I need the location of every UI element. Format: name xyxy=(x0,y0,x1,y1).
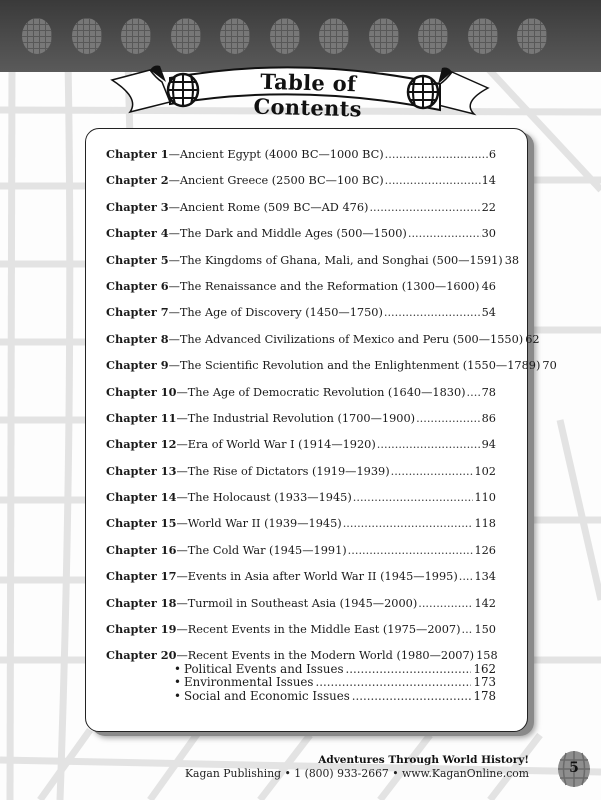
chapter-title: —The Holocaust (1933—1945) xyxy=(176,491,352,505)
dot-leader xyxy=(459,570,474,583)
toc-entry-chapter-2[interactable] xyxy=(106,174,496,200)
dot-leader xyxy=(384,306,481,319)
toc-entry-chapter-14[interactable] xyxy=(106,491,496,517)
chapter-label: Chapter 20 xyxy=(106,648,177,663)
chapter-label: Chapter 3 xyxy=(106,199,169,214)
dot-leader xyxy=(353,491,474,504)
page-number: 5 xyxy=(569,760,579,776)
toc-subentry[interactable] xyxy=(106,663,496,677)
page-number: 134 xyxy=(474,570,496,584)
chapter-label: Chapter 1 xyxy=(106,147,169,161)
page-number: 22 xyxy=(481,200,496,214)
chapter-title: —The Industrial Revolution (1700—1900) xyxy=(176,411,416,425)
page-number: 142 xyxy=(474,596,496,610)
chapter-label: Chapter 15 xyxy=(106,516,177,531)
chapter-title: —Ancient Rome (509 BC—AD 476) xyxy=(168,200,369,214)
dot-leader xyxy=(462,623,474,636)
dot-leader xyxy=(391,465,474,478)
globe-icon xyxy=(72,18,102,54)
chapter-label: Chapter 17 xyxy=(106,569,177,584)
page-title: Table of Contents xyxy=(253,68,363,122)
page-number: 62 xyxy=(525,332,540,346)
globe-icon xyxy=(319,18,349,54)
chapter-label: Chapter 16 xyxy=(106,542,177,557)
dot-leader xyxy=(416,412,481,425)
bullet-icon: • xyxy=(174,675,181,690)
chapter-title: —Ancient Greece (2500 BC—100 BC) xyxy=(168,174,384,188)
dot-leader xyxy=(352,690,472,703)
chapter-title: —Turmoil in Southeast Asia (1945—2000) xyxy=(176,596,418,610)
globe-icon xyxy=(121,18,151,54)
page-number: 110 xyxy=(474,491,496,505)
chapter-title: —The Age of Democratic Revolution (1640—1830) xyxy=(176,385,466,399)
chapter-title: —Ancient Egypt (4000 BC—1000 BC) xyxy=(168,148,384,161)
chapter-title: —The Scientific Revolution and the Enlightenment (1550—1789) xyxy=(168,359,541,373)
subsection-title: Social and Economic Issues xyxy=(184,689,350,703)
globe-icon xyxy=(369,18,399,54)
chapter-label: Chapter 18 xyxy=(106,595,177,610)
page-number: 126 xyxy=(474,543,496,557)
chapter-title: —The Renaissance and the Reformation (1300—1600) xyxy=(168,279,480,293)
page-number: 178 xyxy=(473,689,496,703)
page-number: 78 xyxy=(481,385,496,399)
page-number: 30 xyxy=(481,227,496,241)
page-number: 173 xyxy=(473,675,496,690)
chapter-label: Chapter 7 xyxy=(106,305,169,320)
toc-entry-chapter-4[interactable] xyxy=(106,227,496,253)
page-number: 150 xyxy=(474,623,496,637)
globe-icon xyxy=(220,18,250,54)
dot-leader xyxy=(369,201,480,214)
dot-leader xyxy=(467,386,481,399)
chapter-label: Chapter 12 xyxy=(106,437,177,452)
chapter-label: Chapter 13 xyxy=(106,463,177,478)
globe-icon xyxy=(171,18,201,54)
toc-entry-chapter-17[interactable] xyxy=(106,570,496,596)
page-number: 94 xyxy=(481,438,496,452)
chapter-label: Chapter 19 xyxy=(106,622,177,637)
globe-icon xyxy=(418,18,448,54)
dot-leader xyxy=(348,544,474,557)
chapter-title: —The Age of Discovery (1450—1750) xyxy=(168,306,383,320)
chapter-title: —The Cold War (1945—1991) xyxy=(176,543,347,557)
globe-icon xyxy=(270,18,300,54)
toc-entry-chapter-5[interactable] xyxy=(106,252,520,280)
page-number-badge xyxy=(557,750,591,788)
chapter-title: —Recent Events in the Middle East (1975—2007) xyxy=(176,623,461,637)
dot-leader xyxy=(385,148,488,161)
bullet-icon: • xyxy=(174,689,181,703)
toc-entry-chapter-6[interactable] xyxy=(106,280,496,306)
page-number: 54 xyxy=(481,306,496,320)
subsection-title: Political Events and Issues xyxy=(184,661,344,676)
dot-leader xyxy=(315,676,471,689)
book-title: Adventures Through World History! xyxy=(318,754,529,766)
bullet-icon: • xyxy=(174,661,181,676)
toc-entry-chapter-3[interactable] xyxy=(106,201,496,227)
page-number: 102 xyxy=(474,464,496,478)
toc-entry-chapter-7[interactable] xyxy=(106,306,496,332)
chapter-20-subsections xyxy=(106,663,496,704)
page-number: 86 xyxy=(481,411,496,425)
dot-leader xyxy=(385,174,481,187)
dot-leader xyxy=(418,597,473,610)
toc-subentry[interactable] xyxy=(106,690,496,704)
toc-subentry[interactable] xyxy=(106,676,496,690)
toc-entry-chapter-8[interactable] xyxy=(106,331,540,359)
page-number: 118 xyxy=(474,517,496,531)
chapter-title: —The Rise of Dictators (1919—1939) xyxy=(176,464,390,478)
chapter-label: Chapter 2 xyxy=(106,173,169,188)
globe-icon xyxy=(406,74,440,110)
page-number: 70 xyxy=(542,359,557,373)
chapter-title: —Era of World War I (1914—1920) xyxy=(176,438,376,452)
chapter-label: Chapter 8 xyxy=(106,331,169,346)
chapter-title: —The Advanced Civilizations of Mexico and Peru (500—1550) xyxy=(168,332,524,346)
chapter-label: Chapter 5 xyxy=(106,252,169,267)
title-banner xyxy=(110,58,490,122)
page-number: 158 xyxy=(476,649,498,663)
chapter-title: —Events in Asia after World War II (1945—1995) xyxy=(176,570,458,584)
globe-icon xyxy=(468,18,498,54)
chapter-label: Chapter 14 xyxy=(106,490,177,505)
toc-entry-chapter-18[interactable] xyxy=(106,597,496,623)
toc-entry-chapter-1[interactable] xyxy=(106,148,496,174)
toc-entry-chapter-11[interactable] xyxy=(106,412,496,438)
chapter-title: —The Kingdoms of Ghana, Mali, and Songhai (500—1591) xyxy=(168,253,503,267)
page-footer xyxy=(185,754,529,780)
chapter-label: Chapter 11 xyxy=(106,410,177,425)
toc-entry-chapter-10[interactable] xyxy=(106,386,496,412)
chapter-label: Chapter 4 xyxy=(106,226,169,241)
dot-leader xyxy=(343,517,474,530)
globe-icon xyxy=(22,18,52,54)
chapter-label: Chapter 10 xyxy=(106,384,177,399)
dot-leader xyxy=(408,227,481,240)
dot-leader xyxy=(377,438,481,451)
chapter-title: —World War II (1939—1945) xyxy=(176,517,342,531)
subsection-title: Environmental Issues xyxy=(184,675,314,690)
globe-icon xyxy=(166,72,200,108)
toc-entry-chapter-9[interactable] xyxy=(106,358,557,385)
toc-entry-chapter-13[interactable] xyxy=(106,465,496,491)
chapter-label: Chapter 6 xyxy=(106,278,169,293)
dot-leader xyxy=(346,663,472,676)
toc-list xyxy=(106,147,557,704)
globe-icon xyxy=(517,18,547,54)
globe-decoration-row xyxy=(22,18,547,54)
publisher-info: Kagan Publishing • 1 (800) 933-2667 • www.KaganOnline.com xyxy=(184,767,529,780)
page-number: 14 xyxy=(481,174,496,188)
chapter-title: —The Dark and Middle Ages (500—1500) xyxy=(168,227,407,241)
toc-entry-chapter-16[interactable] xyxy=(106,544,496,570)
chapter-title: —Recent Events in the Modern World (1980—2007) xyxy=(176,649,475,663)
page-number: 38 xyxy=(504,253,520,267)
toc-entry-chapter-19[interactable] xyxy=(106,623,496,649)
toc-entry-chapter-12[interactable] xyxy=(106,438,496,464)
chapter-label: Chapter 9 xyxy=(106,358,169,373)
page-number: 162 xyxy=(473,661,496,676)
toc-entry-chapter-15[interactable] xyxy=(106,517,496,543)
page-number: 6 xyxy=(488,148,496,161)
page-number: 46 xyxy=(481,279,496,293)
